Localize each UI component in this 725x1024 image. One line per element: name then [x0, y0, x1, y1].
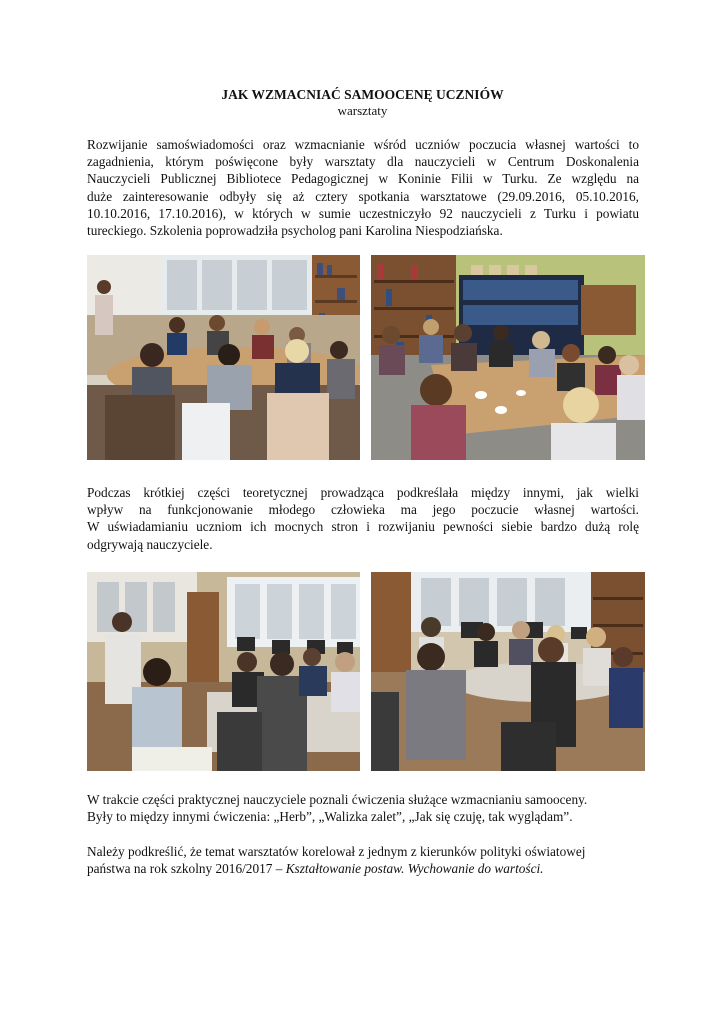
paragraph-practice	[87, 791, 639, 825]
document-title: JAK WZMACNIAĆ SAMOOCENĘ UCZNIÓW	[221, 87, 504, 102]
text-line: W trakcie części praktycznej nauczyciele poznali ćwiczenia służące wzmacnianiu samooceny.	[87, 792, 588, 807]
text-line: 10.10.2016, 17.10.2016), w których w sumie uczestniczyło 92 nauczycieli z Turku i powiatu	[87, 205, 639, 221]
text-line: Nauczycieli Publicznej Bibliotece Pedagogicznej w Koninie Filii w Turku. Ze względu na	[87, 171, 639, 187]
text-plain: państwa na rok szkolny 2016/2017 –	[87, 861, 286, 877]
text-line: odgrywają nauczyciele.	[87, 536, 213, 552]
workshop-photo-2	[371, 255, 645, 460]
paragraph-intro	[87, 136, 639, 239]
text-line: wpływ na funkcjonowanie młodego człowieka ma jego poczucie własnej wartości.	[87, 502, 639, 518]
text-line: zagadnienia, którym poświęcone były warsztaty dla nauczycieli w Centrum Doskonalenia	[87, 154, 639, 170]
paragraph-theory	[87, 484, 639, 553]
text-line: Podczas krótkiej części teoretycznej prowadząca podkreślała między innymi, jak wielki	[87, 485, 639, 500]
paragraph-policy	[87, 843, 639, 877]
text-line: tureckiego. Szkolenia poprowadziła psycholog pani Karolina Niespodziańska.	[87, 223, 503, 239]
text-line	[87, 860, 639, 877]
document-subtitle: warsztaty	[337, 103, 388, 118]
text-line: Były to między innymi ćwiczenia: „Herb”, „Walizka zalet”, „Jak się czuję, tak wyglądam”.	[87, 809, 573, 825]
workshop-photo-3	[87, 572, 360, 771]
text-line: Rozwijanie samoświadomości oraz wzmacnianie wśród uczniów poczucia własnej wartości to	[87, 137, 639, 152]
workshop-photo-1	[87, 255, 360, 460]
text-line: Należy podkreślić, że temat warsztatów korelował z jednym z kierunków polityki oświatowej	[87, 844, 586, 859]
text-line: W uświadamianiu uczniom ich mocnych stron i rozwijaniu pewności siebie bardzo dużą rolę	[87, 519, 639, 535]
text-line: duże zainteresowanie odbyły się aż cztery spotkania warsztatowe (29.09.2016, 05.10.2016,	[87, 188, 639, 204]
workshop-photo-4	[371, 572, 645, 771]
text-italic-policy: Kształtowanie postaw. Wychowanie do wartości.	[285, 861, 544, 877]
